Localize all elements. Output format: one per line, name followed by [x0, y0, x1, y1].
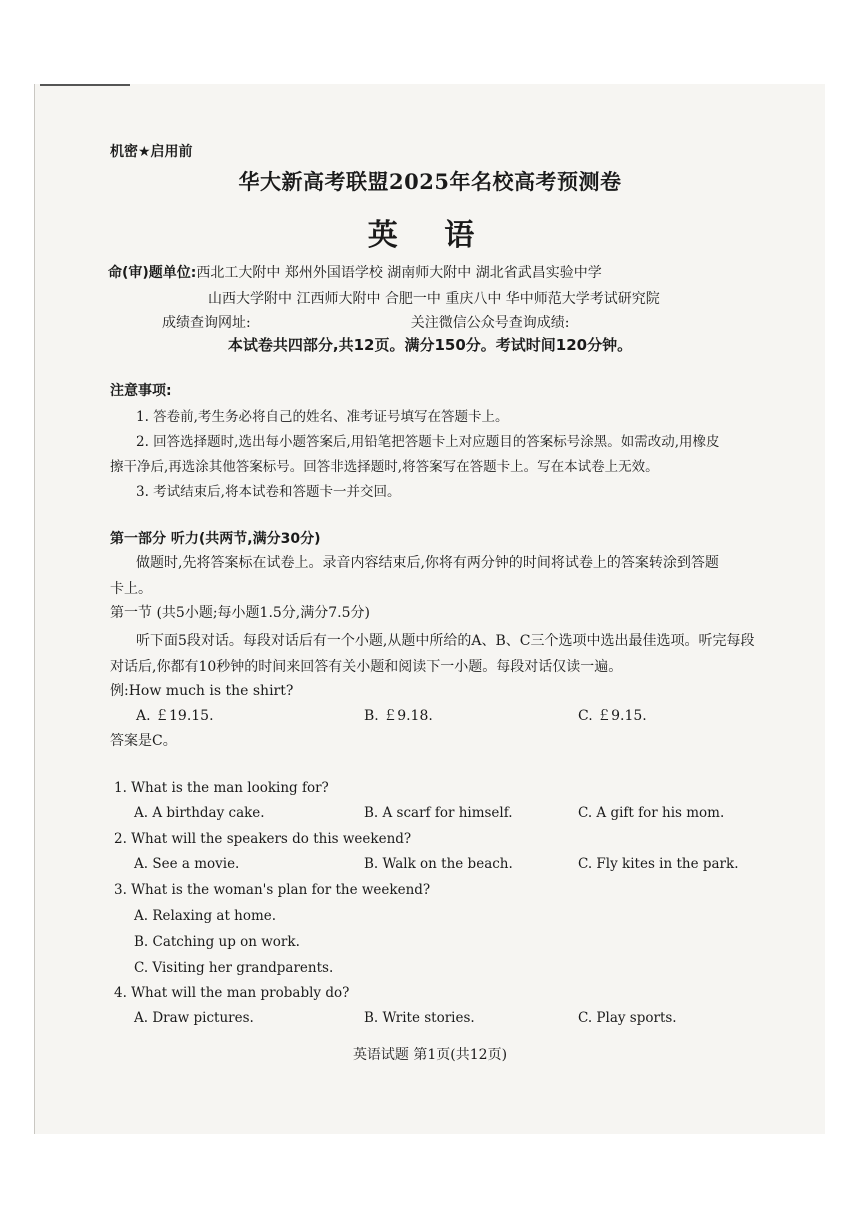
- question-4-option-b: B. Write stories.: [364, 1010, 475, 1026]
- question-3-option-b: B. Catching up on work.: [134, 934, 300, 950]
- section1-instruction-cont: 对话后,你都有10秒钟的时间来回答有关小题和阅读下一小题。每段对话仅读一遍。: [110, 659, 623, 675]
- part1-title: 第一部分 听力(共两节,满分30分): [110, 531, 321, 547]
- section1-title: 第一节 (共5小题;每小题1.5分,满分7.5分): [110, 605, 370, 621]
- example-question: 例:How much is the shirt?: [110, 683, 294, 699]
- question-4-option-a: A. Draw pictures.: [134, 1010, 254, 1026]
- part1-instruction: 做题时,先将答案标在试卷上。录音内容结束后,你将有两分钟的时间将试卷上的答案转涂到答题: [136, 555, 719, 571]
- score-query-line: [162, 312, 569, 332]
- note-item-3: 3. 考试结束后,将本试卷和答题卡一并交回。: [136, 484, 401, 500]
- question-2: 2. What will the speakers do this weekend?: [114, 831, 412, 847]
- example-answer: 答案是C。: [110, 733, 177, 749]
- score-query-site: 成绩查询网址:: [162, 315, 251, 331]
- note-item-1: 1. 答卷前,考生务必将自己的姓名、准考证号填写在答题卡上。: [136, 409, 509, 425]
- question-1-option-c: C. A gift for his mom.: [578, 805, 725, 821]
- question-3-option-c: C. Visiting her grandparents.: [134, 960, 334, 976]
- exam-summary: 本试卷共四部分,共12页。满分150分。考试时间120分钟。: [227, 336, 633, 354]
- page-footer: 英语试题 第1页(共12页): [352, 1047, 508, 1063]
- question-1-option-a: A. A birthday cake.: [134, 805, 265, 821]
- authoring-units-line1: [108, 262, 602, 282]
- authoring-units-list1: 西北工大附中 郑州外国语学校 湖南师大附中 湖北省武昌实验中学: [196, 265, 602, 281]
- notes-title: 注意事项:: [110, 383, 172, 399]
- question-3-option-a: A. Relaxing at home.: [134, 908, 277, 924]
- subject-title: 英 语: [367, 218, 493, 253]
- part1-instruction-cont: 卡上。: [110, 581, 152, 597]
- question-2-option-c: C. Fly kites in the park.: [578, 856, 739, 872]
- question-1-option-b: B. A scarf for himself.: [364, 805, 513, 821]
- authoring-units-line2: 山西大学附中 江西师大附中 合肥一中 重庆八中 华中师范大学考试研究院: [208, 291, 660, 307]
- question-1: 1. What is the man looking for?: [114, 780, 329, 796]
- confidential-label: 机密★启用前: [110, 144, 193, 160]
- section1-instruction: 听下面5段对话。每段对话后有一个小题,从题中所给的A、B、C三个选项中选出最佳选项。听完每段: [136, 633, 755, 649]
- note-item-2: 2. 回答选择题时,选出每小题答案后,用铅笔把答题卡上对应题目的答案标号涂黑。如需改动,用橡皮: [136, 434, 720, 450]
- authoring-units-label: 命(审)题单位:: [108, 265, 197, 281]
- question-4: 4. What will the man probably do?: [114, 985, 350, 1001]
- score-query-wechat: 关注微信公众号查询成绩:: [410, 315, 570, 331]
- question-2-option-b: B. Walk on the beach.: [364, 856, 513, 872]
- top-rule: [40, 84, 130, 86]
- example-option-a: A. ￡19.15.: [136, 708, 214, 724]
- example-option-b: B. ￡9.18.: [364, 708, 433, 724]
- exam-title: 华大新高考联盟2025年名校高考预测卷: [238, 169, 622, 194]
- question-4-option-c: C. Play sports.: [578, 1010, 677, 1026]
- question-3: 3. What is the woman's plan for the weekend?: [114, 882, 431, 898]
- question-2-option-a: A. See a movie.: [134, 856, 240, 872]
- example-option-c: C. ￡9.15.: [578, 708, 647, 724]
- note-item-2-cont: 擦干净后,再选涂其他答案标号。回答非选择题时,将答案写在答题卡上。写在本试卷上无效。: [110, 459, 659, 475]
